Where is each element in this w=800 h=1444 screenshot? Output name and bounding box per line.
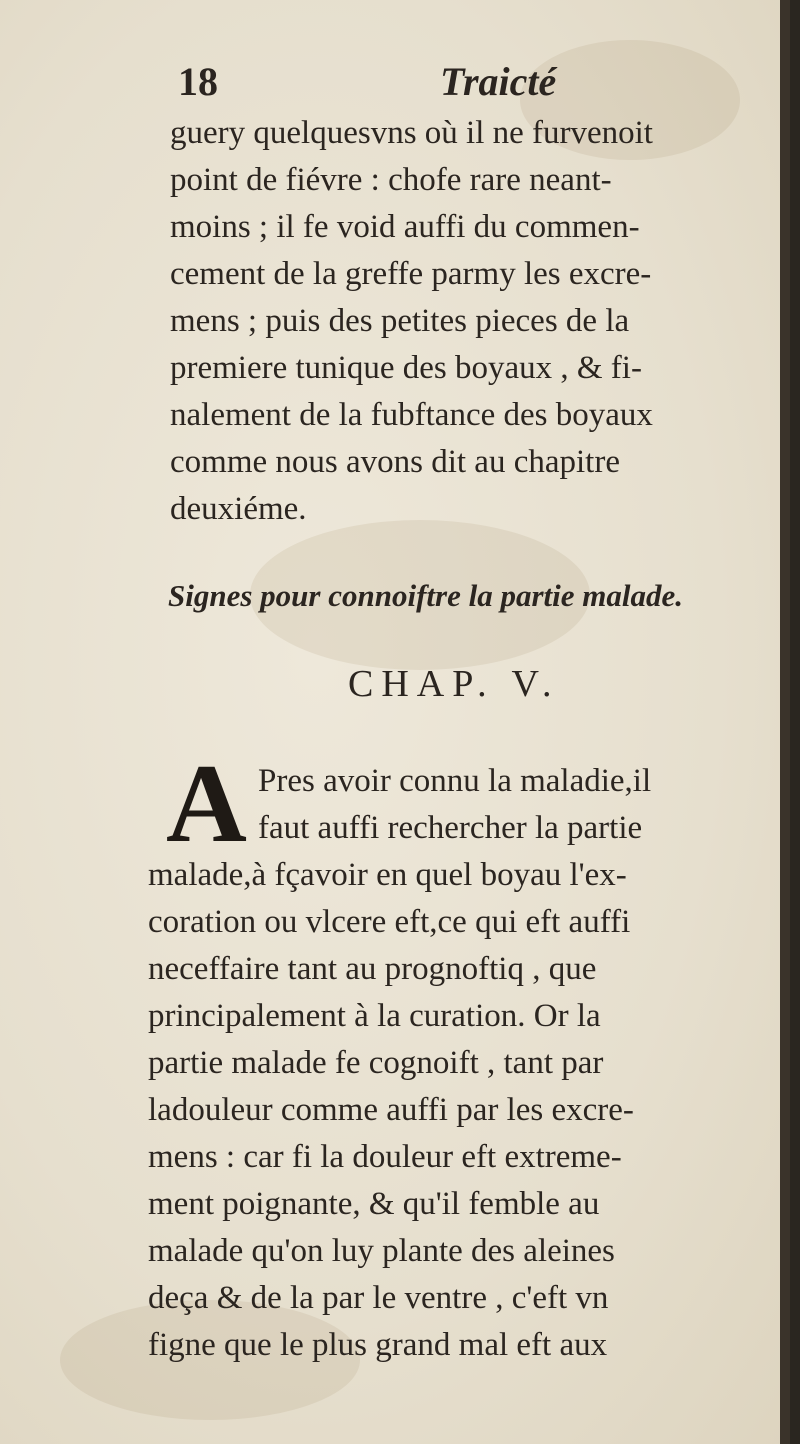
text-line: mens : car fi la douleur eft extreme- xyxy=(148,1139,622,1175)
text-line: moins ; il fe void auffi du commen- xyxy=(170,209,640,245)
text-line: deuxiéme. xyxy=(170,491,307,527)
intro-paragraph xyxy=(170,110,770,533)
text-line: partie malade fe cognoift , tant par xyxy=(148,1045,604,1081)
text-line: comme nous avons dit au chapitre xyxy=(170,444,620,480)
section-subheading: Signes pour connoiftre la partie malade. xyxy=(168,578,683,613)
running-title: Traicté xyxy=(440,59,557,104)
text-line: malade,à fçavoir en quel boyau l'ex- xyxy=(148,857,627,893)
text-line: point de fiévre : chofe rare neant- xyxy=(170,162,612,198)
page-edge xyxy=(780,0,790,1444)
text-line: cement de la greffe parmy les excre- xyxy=(170,256,652,292)
drop-cap: A xyxy=(166,742,247,866)
text-line: faut auffi rechercher la partie xyxy=(258,810,643,846)
text-line: neceffaire tant au prognoftiq , que xyxy=(148,951,597,987)
text-line: nalement de la fubftance des boyaux xyxy=(170,397,653,433)
chapter-paragraph xyxy=(148,742,778,1369)
text-line: Pres avoir connu la maladie,il xyxy=(258,763,652,799)
text-line: malade qu'on luy plante des aleines xyxy=(148,1233,615,1269)
text-line: mens ; puis des petites pieces de la xyxy=(170,303,630,339)
text-line: deça & de la par le ventre , c'eft vn xyxy=(148,1280,609,1316)
text-line: guery quelquesvns où il ne furvenoit xyxy=(170,115,653,151)
page-number: 18 xyxy=(178,59,218,104)
text-line: premiere tunique des boyaux , & fi- xyxy=(170,350,642,386)
text-line: ladouleur comme auffi par les excre- xyxy=(148,1092,634,1128)
text-line: figne que le plus grand mal eft aux xyxy=(148,1327,608,1363)
text-line: ment poignante, & qu'il femble au xyxy=(148,1186,600,1222)
chapter-heading: CHAP. V. xyxy=(348,663,560,705)
running-head xyxy=(178,58,638,108)
text-line: coration ou vlcere eft,ce qui eft auffi xyxy=(148,904,631,940)
text-line: principalement à la curation. Or la xyxy=(148,998,601,1034)
